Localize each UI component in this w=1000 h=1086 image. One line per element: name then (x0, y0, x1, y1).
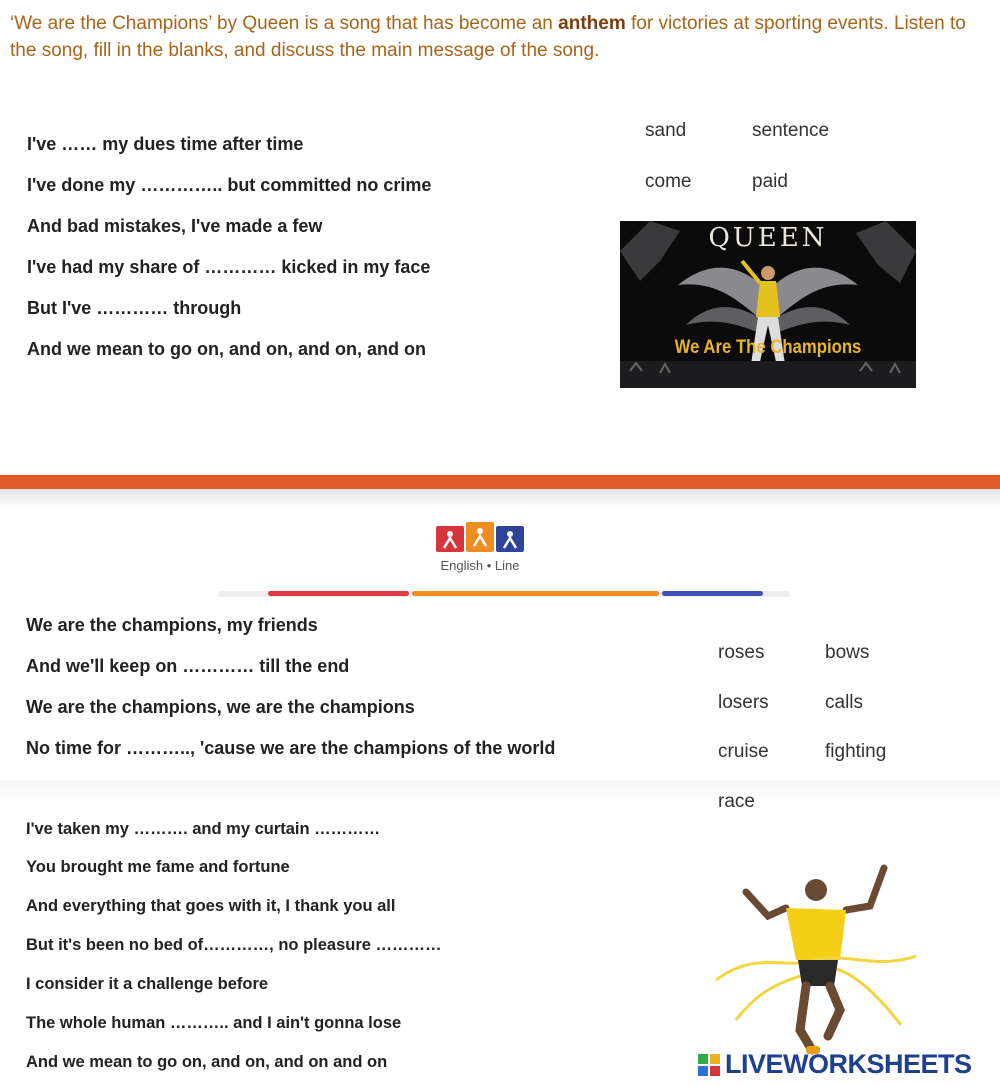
decorative-line-red (268, 591, 409, 596)
word-bank1-item: paid (752, 171, 788, 192)
section-shadow (0, 780, 1000, 806)
word-bank2-item: race (718, 791, 755, 812)
verse2-line-2: You brought me fame and fortune (26, 858, 290, 876)
divider-shadow (0, 489, 1000, 507)
verse1-line-6: And we mean to go on, and on, and on, and on (27, 339, 426, 359)
chorus-line-1: We are the champions, my friends (26, 615, 318, 635)
verse1-line-4: I've had my share of ………… kicked in my face (27, 257, 431, 277)
verse1-line-5: But I've ………… through (27, 298, 242, 318)
verse2-line-1: I've taken my ………. and my curtain ………… (26, 820, 381, 838)
word-bank1-item: come (645, 171, 692, 192)
verse2-line-6: The whole human ……….. and I ain't gonna lose (26, 1014, 402, 1032)
verse2-line-4: But it's been no bed of…………, no pleasure ………… (26, 936, 442, 954)
intro-text-before: ‘We are the Champions’ by Queen is a song that has become an (10, 13, 559, 34)
intro-highlight: anthem (558, 13, 626, 34)
verse2-line-3: And everything that goes with it, I thank you all (26, 897, 396, 915)
queen-title: QUEEN (708, 223, 828, 253)
chorus-line-3: We are the champions, we are the champions (26, 697, 415, 717)
word-bank1-item: sand (645, 120, 687, 141)
word-bank1-item: sentence (752, 120, 830, 141)
intro-paragraph (10, 10, 970, 64)
queen-subtitle: We Are The Champions (674, 337, 862, 358)
word-bank2-item: bows (825, 642, 870, 663)
word-bank2-item: roses (718, 642, 765, 663)
decorative-line-orange (412, 591, 659, 596)
verse1-line-1: I've …… my dues time after time (27, 134, 304, 154)
chorus-line-4: No time for ……….., 'cause we are the champions of the world (26, 738, 556, 758)
word-bank2-item: calls (825, 692, 864, 713)
queen-album-image (620, 221, 916, 388)
word-bank2-item: losers (718, 692, 769, 713)
word-bank2-item: cruise (718, 741, 769, 762)
section-divider (0, 475, 1000, 489)
runner-finish-line-image (716, 860, 916, 1065)
verse2-line-7: And we mean to go on, and on, and on and on (26, 1053, 388, 1071)
decorative-line-blue (662, 591, 763, 596)
liveworksheets-watermark: LIVEWORKSHEETS (725, 1049, 972, 1079)
liveworksheets-logo-icon (698, 1054, 721, 1077)
word-bank2-item: fighting (825, 741, 887, 762)
verse1-line-2: I've done my ………….. but committed no crime (27, 175, 432, 195)
verse1-line-3: And bad mistakes, I've made a few (27, 216, 323, 236)
verse2-line-5: I consider it a challenge before (26, 975, 269, 993)
english-line-logo-icon (436, 520, 526, 556)
logo-text: English • Line (440, 558, 520, 573)
chorus-line-2: And we'll keep on ………… till the end (26, 656, 350, 676)
intro-text-after: for victories at sporting events. Listen to the song, fill in the blanks, and discuss the main message of the song. (10, 13, 966, 61)
